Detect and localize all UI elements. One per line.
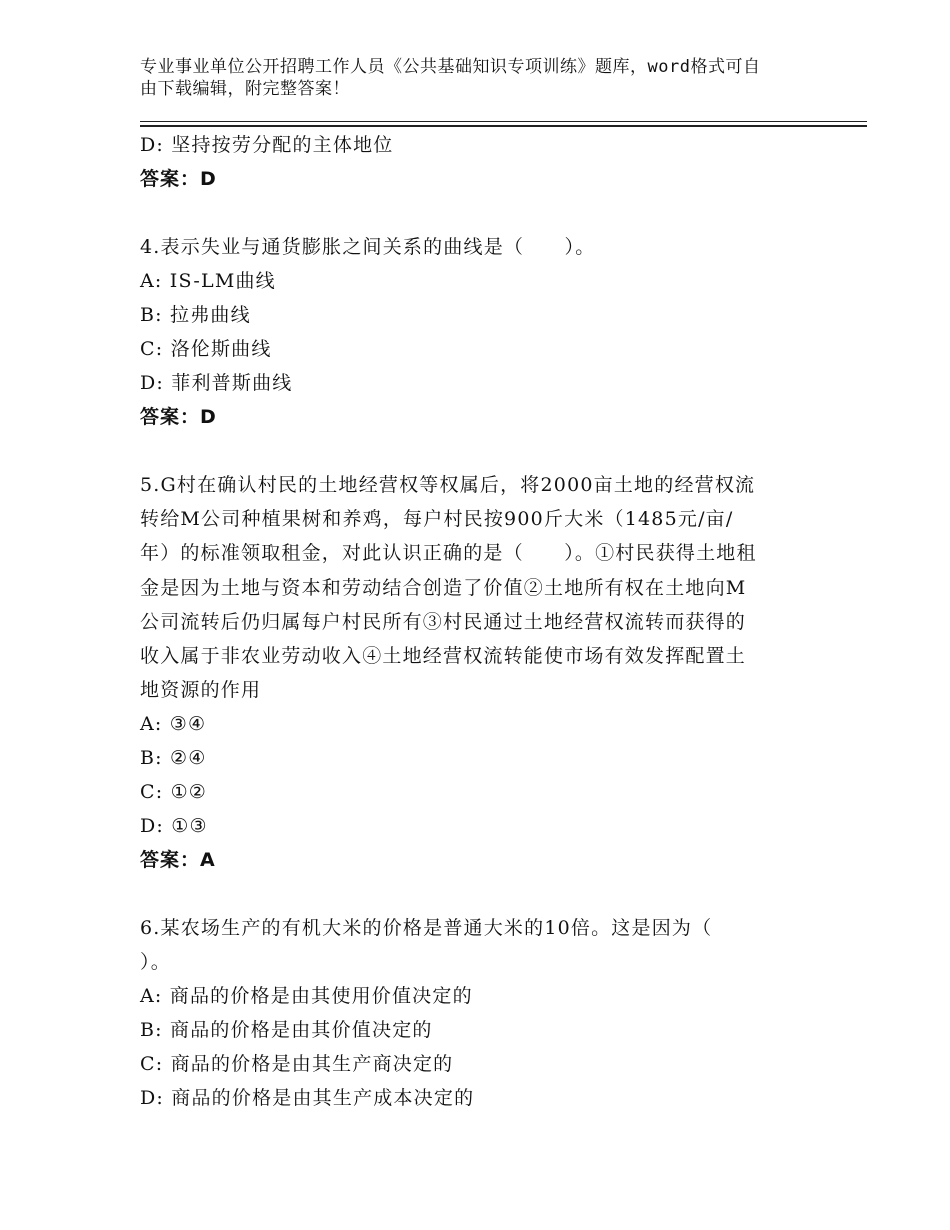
q5-answer: 答案：A — [140, 849, 216, 872]
q5-stem-line: 公司流转后仍归属每户村民所有③村民通过土地经营权流转而获得的 — [140, 610, 747, 633]
q6-option-d: D: 商品的价格是由其生产成本决定的 — [140, 1087, 475, 1110]
q5-option-d: D: ①③ — [140, 815, 208, 838]
spacer — [140, 434, 830, 468]
header-rule-thick — [140, 125, 867, 127]
header-rule-thin — [140, 121, 867, 122]
q5-stem — [140, 468, 830, 707]
q6-stem-line: ）。 — [140, 951, 171, 974]
spacer — [140, 196, 830, 230]
q6-option-b: B: 商品的价格是由其价值决定的 — [140, 1019, 433, 1042]
header-line-1: 专业事业单位公开招聘工作人员《公共基础知识专项训练》题库，word格式可自 — [140, 57, 761, 77]
q5-stem-line: 转给M公司种植果树和养鸡，每户村民按900斤大米（1485元/亩/ — [140, 508, 734, 531]
spacer — [140, 877, 830, 911]
q4-option-d: D: 菲利普斯曲线 — [140, 372, 293, 394]
q6-stem-line: 6.某农场生产的有机大米的价格是普通大米的10倍。这是因为（ — [140, 917, 713, 940]
q5-option-c: C: ①② — [140, 781, 208, 804]
q3-answer: 答案：D — [140, 168, 217, 190]
q5-stem-line: 地资源的作用 — [140, 679, 262, 702]
q5-stem-line: 金是因为土地与资本和劳动结合创造了价值②土地所有权在土地向M — [140, 576, 747, 599]
q5-stem-line: 5.G村在确认村民的土地经营权等权属后，将2000亩土地的经营权流 — [140, 474, 756, 496]
q4-stem: 4.表示失业与通货膨胀之间关系的曲线是（ ）。 — [140, 236, 596, 258]
q4-option-c: C: 洛伦斯曲线 — [140, 338, 272, 360]
q6-option-c: C: 商品的价格是由其生产商决定的 — [140, 1053, 454, 1076]
q5-option-b: B: ②④ — [140, 747, 207, 770]
q4-answer: 答案：D — [140, 406, 217, 428]
q6-option-a: A: 商品的价格是由其使用价值决定的 — [140, 985, 473, 1008]
q5-stem-line: 收入属于非农业劳动收入④土地经营权流转能使市场有效发挥配置土 — [140, 644, 747, 667]
q4-option-b: B: 拉弗曲线 — [140, 304, 251, 326]
q5-stem-line: 年）的标准领取租金，对此认识正确的是（ ）。①村民获得土地租 — [140, 542, 757, 565]
q3-option-d: D: 坚持按劳分配的主体地位 — [140, 134, 394, 156]
q4-option-a: A: IS-LM曲线 — [140, 270, 276, 292]
page-header — [140, 56, 820, 100]
q5-option-a: A: ③④ — [140, 713, 207, 736]
question-content — [140, 128, 830, 1115]
header-line-2: 由下载编辑，附完整答案！ — [140, 79, 350, 99]
